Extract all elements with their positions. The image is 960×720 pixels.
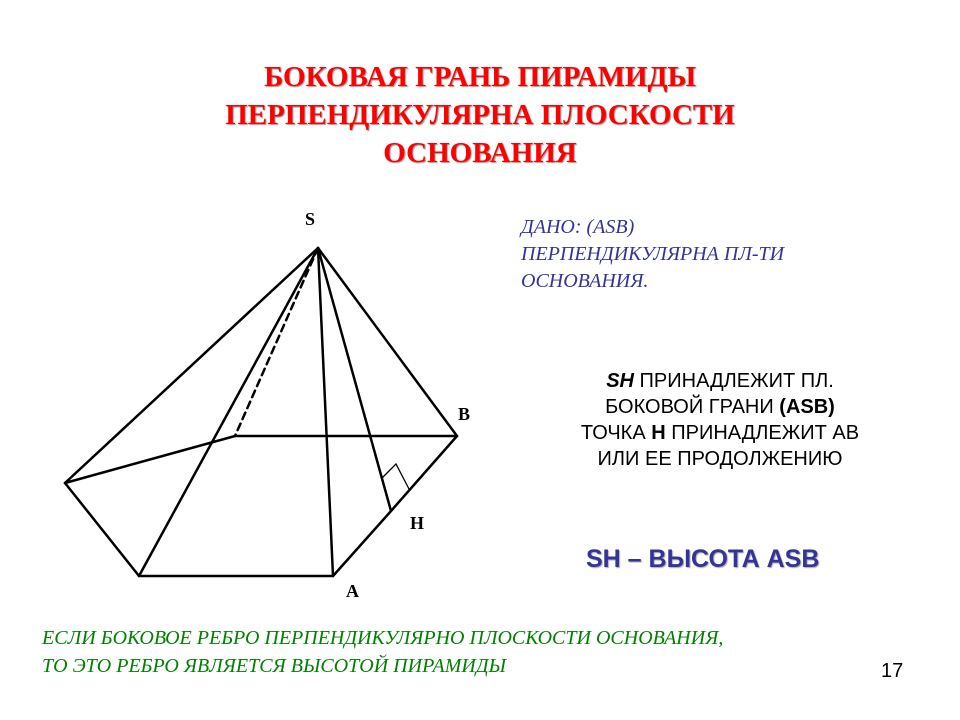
hidden-edge-S-back — [235, 248, 318, 436]
lateral-edge-SB — [318, 248, 457, 436]
explanation-line-3 — [545, 420, 895, 446]
conclusion-text: SH – ВЫСОТА ASB — [586, 545, 820, 573]
title-line-3: ОСНОВАНИЯ — [383, 137, 577, 169]
base-edge-A-H — [333, 511, 391, 576]
vertex-label-S: S — [305, 209, 316, 229]
explanation-line-2 — [545, 394, 895, 420]
page-number: 17 — [881, 660, 904, 682]
right-angle-marker — [382, 464, 409, 489]
footer-line-2: ТО ЭТО РЕБРО ЯВЛЯЕТСЯ ВЫСОТОЙ ПИРАМИДЫ — [42, 655, 507, 677]
given-text — [521, 214, 784, 295]
explanation-line-3-pre: ТОЧКА — [580, 422, 652, 444]
explanation-line-4: ИЛИ ЕЕ ПРОДОЛЖЕНИЮ — [597, 448, 843, 470]
base-edge-left-front — [65, 483, 139, 576]
explanation-sh: SH — [606, 370, 634, 392]
vertex-label-B: B — [458, 404, 471, 424]
explanation-face: (ASB) — [779, 396, 835, 418]
vertex-label-H: H — [410, 513, 425, 533]
explanation-line-1-rest: ПРИНАДЛЕЖИТ ПЛ. — [634, 370, 834, 392]
footer-note — [42, 624, 723, 680]
given-line-2: ПЕРПЕНДИКУЛЯРНА ПЛ-ТИ — [521, 243, 785, 265]
explanation-line-2-pre: БОКОВОЙ ГРАНИ — [605, 396, 780, 418]
explanation-line-3-post: ПРИНАДЛЕЖИТ AB — [665, 422, 860, 444]
explanation-h: H — [651, 422, 666, 444]
title-line-2: ПЕРПЕНДИКУЛЯРНА ПЛОСКОСТИ — [225, 99, 735, 131]
footer-line-1: ЕСЛИ БОКОВОЕ РЕБРО ПЕРПЕНДИКУЛЯРНО ПЛОСКОСТИ ОСНОВАНИЯ, — [42, 627, 724, 649]
explanation-line-1 — [545, 368, 895, 394]
explanation-text — [545, 368, 895, 472]
lateral-edge-S-front — [139, 248, 318, 576]
vertex-label-A: A — [346, 581, 359, 601]
given-line-1: ДАНО: (ASB) — [521, 216, 635, 238]
title-line-1: БОКОВАЯ ГРАНЬ ПИРАМИДЫ — [264, 61, 696, 93]
given-line-3: ОСНОВАНИЯ. — [521, 270, 649, 292]
